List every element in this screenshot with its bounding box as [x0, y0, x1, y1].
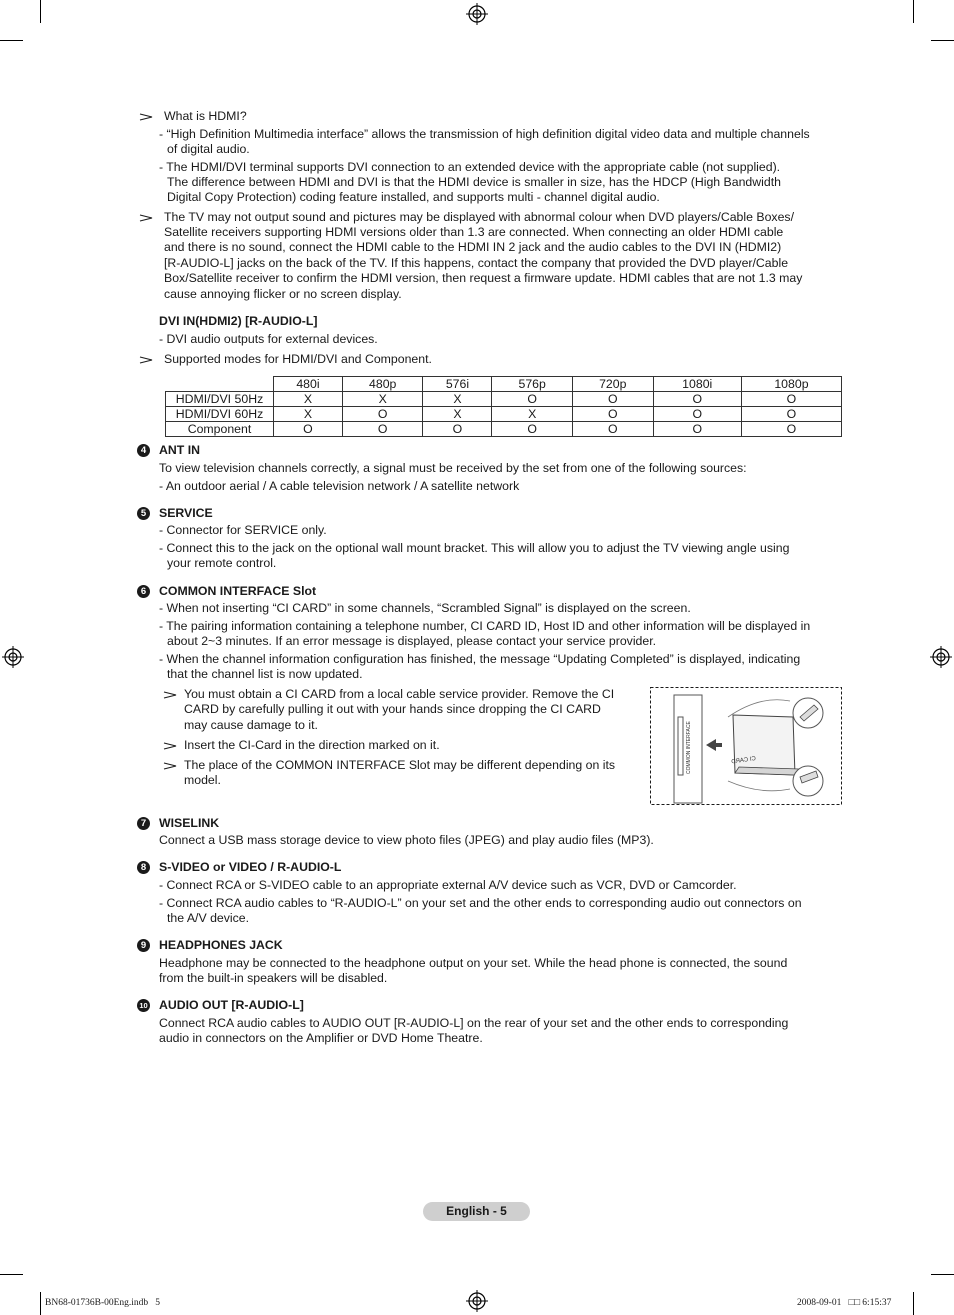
warning-note-text: and there is no sound, connect the HDMI cable to the HDMI IN 2 jack and the audio cables to the DVI IN (HDMI2) — [164, 240, 782, 254]
hdmi-note-text: - The HDMI/DVI terminal supports DVI connection to an extended device with the appropriate cable (not supplied). — [159, 160, 781, 174]
hdmi-note-text: Digital Copy Protection) coding feature installed, and supports multi - channel digital audio. — [167, 190, 660, 204]
page-number-pill: English - 5 — [423, 1202, 530, 1221]
dvi-heading: DVI IN(HDMI2) [R-AUDIO-L] — [159, 314, 318, 328]
table-header-cell: 1080i — [653, 377, 741, 392]
table-cell: X — [274, 392, 343, 407]
ci-text: - When not inserting “CI CARD” in some channels, “Scrambled Signal” is displayed on the screen. — [159, 601, 691, 615]
table-cell: O — [572, 392, 653, 407]
warning-note-text: [R-AUDIO-L] jacks on the back of the TV. If this happens, contact the company that provided the DVD player/Cable — [164, 256, 789, 270]
ant-heading: ANT IN — [159, 443, 200, 457]
ci-note-text: may cause damage to it. — [184, 718, 318, 732]
table-cell: O — [342, 422, 423, 437]
crop-mark — [913, 1292, 914, 1315]
table-cell: O — [741, 407, 841, 422]
ant-text: To view television channels correctly, a signal must be received by the set from one of the following sources: — [159, 461, 747, 475]
crop-mark — [40, 1292, 41, 1315]
ci-card-illustration — [650, 687, 842, 805]
svideo-text: - Connect RCA audio cables to “R-AUDIO-L” on your set and the other ends to corresponding audio out connectors on — [159, 896, 802, 910]
table-row — [166, 422, 842, 437]
date-info: 2008-09-01 □□ 6:15:37 — [797, 1298, 892, 1308]
table-cell: O — [653, 407, 741, 422]
section-number-badge: 8 — [137, 861, 150, 874]
warning-note-text: Satellite receivers supporting HDMI versions older than 1.3 are connected. When connecting an older HDMI cable — [164, 225, 784, 239]
table-cell: X — [492, 407, 573, 422]
registration-mark-icon — [466, 3, 488, 25]
ci-text: - The pairing information containing a telephone number, CI CARD ID, Host ID and other information will be displayed in — [159, 619, 811, 633]
table-cell: O — [274, 422, 343, 437]
table-corner-cell — [166, 377, 274, 392]
registration-mark-icon — [2, 646, 24, 668]
table-cell: O — [492, 422, 573, 437]
table-row-label: HDMI/DVI 50Hz — [166, 392, 274, 407]
note-arrow-icon — [163, 741, 177, 751]
table-cell: O — [423, 422, 492, 437]
supported-modes-text: Supported modes for HDMI/DVI and Component. — [164, 352, 432, 366]
table-row-label: Component — [166, 422, 274, 437]
service-heading: SERVICE — [159, 506, 213, 520]
audio-out-text: Connect RCA audio cables to AUDIO OUT [R-AUDIO-L] on the rear of your set and the other ends to corresponding — [159, 1016, 789, 1030]
wiselink-text: Connect a USB mass storage device to view photo files (JPEG) and play audio files (MP3). — [159, 833, 654, 847]
table-row-label: HDMI/DVI 60Hz — [166, 407, 274, 422]
ci-note-text: Insert the CI-Card in the direction marked on it. — [184, 738, 440, 752]
svideo-heading: S-VIDEO or VIDEO / R-AUDIO-L — [159, 860, 342, 874]
warning-note-text: The TV may not output sound and pictures may be displayed with abnormal colour when DVD players/Cable Boxes/ — [164, 210, 794, 224]
hdmi-note-text: - “High Definition Multimedia interface” allows the transmission of high definition digital video data and multiple channels — [159, 127, 810, 141]
table-row — [166, 407, 842, 422]
ci-text: about 2~3 minutes. If an error message is displayed, please contact your service provider. — [167, 634, 657, 648]
section-number-badge: 4 — [137, 444, 150, 457]
ant-text: - An outdoor aerial / A cable television network / A satellite network — [159, 479, 520, 493]
section-number-badge: 6 — [137, 585, 150, 598]
ci-text: - When the channel information configuration has finished, the message “Updating Completed” is displayed, indicating — [159, 652, 801, 666]
ci-note-text: model. — [184, 773, 221, 787]
ci-text: that the channel list is now updated. — [167, 667, 363, 681]
table-cell: O — [572, 407, 653, 422]
ci-heading: COMMON INTERFACE Slot — [159, 584, 317, 598]
crop-mark — [0, 1274, 23, 1275]
table-header-cell: 576p — [492, 377, 573, 392]
headphones-text: from the built-in speakers will be disabled. — [159, 971, 388, 985]
note-arrow-icon — [139, 213, 153, 223]
table-cell: X — [423, 392, 492, 407]
table-header-cell: 1080p — [741, 377, 841, 392]
modes-table — [165, 376, 842, 437]
table-cell: O — [741, 422, 841, 437]
table-header-cell: 720p — [572, 377, 653, 392]
table-header-row — [166, 377, 842, 392]
service-text: your remote control. — [167, 556, 277, 570]
table-row — [166, 392, 842, 407]
table-cell: O — [741, 392, 841, 407]
ci-note-text: CARD by carefully pulling it out with your hands since dropping the CI CARD — [184, 702, 601, 716]
section-number-badge: 7 — [137, 817, 150, 830]
dvi-text: - DVI audio outputs for external devices. — [159, 332, 378, 346]
crop-mark — [40, 0, 41, 23]
service-text: - Connector for SERVICE only. — [159, 523, 327, 537]
crop-mark — [0, 40, 23, 41]
headphones-text: Headphone may be connected to the headphone output on your set. While the head phone is connected, the sound — [159, 956, 788, 970]
registration-mark-icon — [930, 646, 952, 668]
ci-card-label: CI CARD — [731, 756, 757, 766]
ci-note-text: You must obtain a CI CARD from a local cable service provider. Remove the CI — [184, 687, 615, 701]
table-header-cell: 480p — [342, 377, 423, 392]
table-header-cell: 480i — [274, 377, 343, 392]
note-arrow-icon — [139, 355, 153, 365]
crop-mark — [913, 0, 914, 23]
table-cell: O — [653, 392, 741, 407]
svideo-text: the A/V device. — [167, 911, 250, 925]
table-cell: O — [492, 392, 573, 407]
table-cell: X — [274, 407, 343, 422]
warning-note-text: Box/Satellite receiver to confirm the HDMI version, then request a firmware update. HDMI cables that are not 1.3 may — [164, 271, 803, 285]
crop-mark — [931, 40, 954, 41]
audio-out-heading: AUDIO OUT [R-AUDIO-L] — [159, 998, 304, 1012]
note-arrow-icon — [139, 112, 153, 122]
section-number-badge: 5 — [137, 507, 150, 520]
crop-mark — [931, 1274, 954, 1275]
warning-note-text: cause annoying flicker or no screen display. — [164, 287, 402, 301]
table-cell: O — [342, 407, 423, 422]
note-arrow-icon — [163, 690, 177, 700]
registration-mark-icon — [466, 1290, 488, 1312]
table-cell: O — [653, 422, 741, 437]
section-number-badge: 9 — [137, 939, 150, 952]
svideo-text: - Connect RCA or S-VIDEO cable to an appropriate external A/V device such as VCR, DVD or Camcorder. — [159, 878, 737, 892]
hdmi-note-title: What is HDMI? — [164, 109, 247, 123]
note-arrow-icon — [163, 761, 177, 771]
service-text: - Connect this to the jack on the optional wall mount bracket. This will allow you to adjust the TV viewing angle using — [159, 541, 790, 555]
headphones-heading: HEADPHONES JACK — [159, 938, 283, 952]
hdmi-note-text: of digital audio. — [167, 142, 250, 156]
table-cell: X — [423, 407, 492, 422]
hdmi-note-text: The difference between HDMI and DVI is that the HDMI device is smaller in size, has the HDCP (High Bandwidth — [167, 175, 781, 189]
file-info: BN68-01736B-00Eng.indb 5 — [45, 1298, 161, 1308]
wiselink-heading: WISELINK — [159, 816, 220, 830]
table-header-cell: 576i — [423, 377, 492, 392]
table-cell: X — [342, 392, 423, 407]
audio-out-text: audio in connectors on the Amplifier or DVD Home Theatre. — [159, 1031, 483, 1045]
ci-note-text: The place of the COMMON INTERFACE Slot may be different depending on its — [184, 758, 616, 772]
ci-slot-label: COMMON INTERFACE — [686, 721, 692, 774]
table-cell: O — [572, 422, 653, 437]
section-number-badge: 10 — [137, 999, 150, 1012]
